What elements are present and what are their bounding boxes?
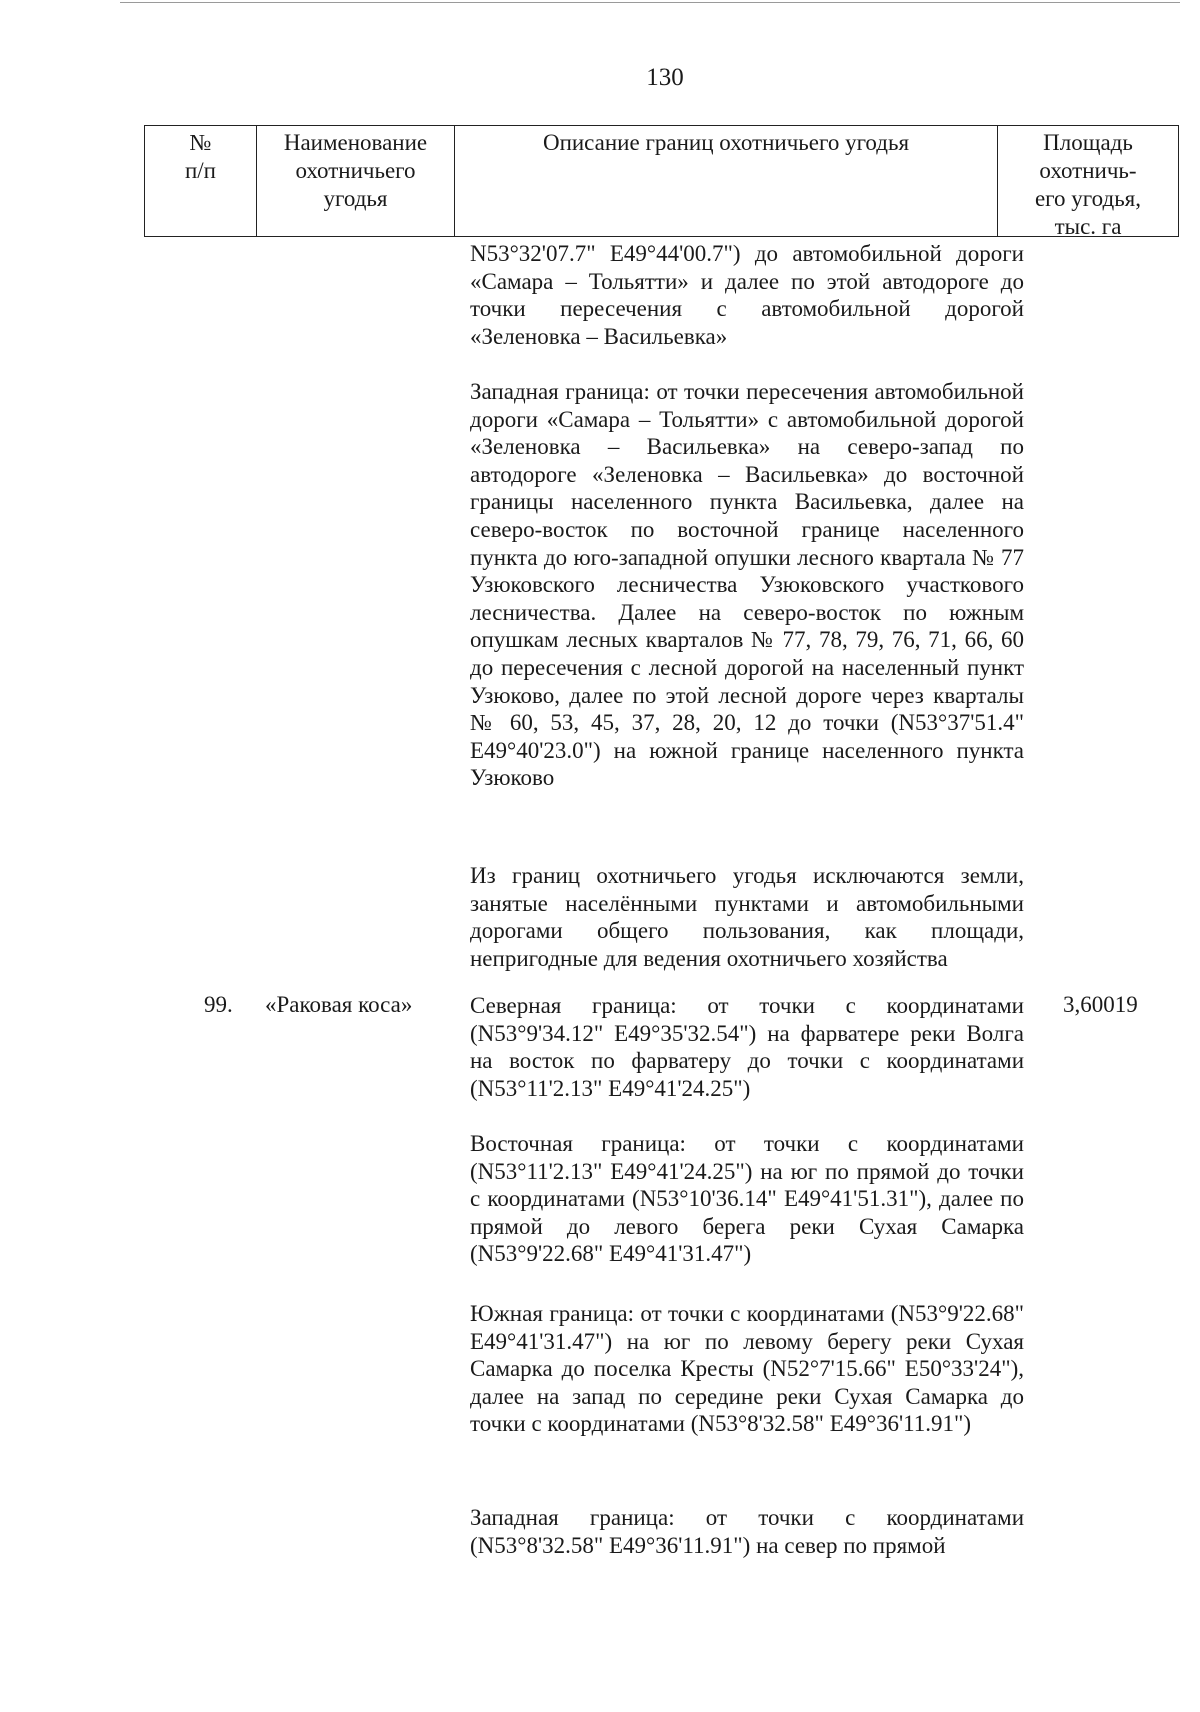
scan-edge-line bbox=[120, 2, 1180, 3]
header-col-name: Наименование охотничьего угодья bbox=[257, 126, 455, 236]
south-boundary-paragraph: Южная граница: от точки с координатами (N53°9'22.68" E49°41'31.47") на юг по левому берегу реки Сухая Самарка до поселка Кресты (N52°7'15.66" E50°33'24"), далее на запад по середине реки Сухая Самарка до точки с координатами (N53°8'32.58" E49°36'11.91") bbox=[470, 1301, 1024, 1437]
table-header bbox=[144, 125, 1179, 237]
west-boundary-99-paragraph: Западная граница: от точки с координатами (N53°8'32.58" E49°36'11.91") на север по прямой bbox=[470, 1505, 1024, 1558]
entry-name: «Раковая коса» bbox=[265, 992, 413, 1017]
page-number: 130 bbox=[646, 64, 684, 91]
entry-area: 3,60019 bbox=[1063, 992, 1138, 1017]
west-boundary-paragraph: Западная граница: от точки пересечения автомобильной дороги «Самара – Тольятти» с автомобильной дорогой «Зеленовка – Васильевка» на северо-запад по автодороге «Зеленовка – Васильевка» до восточной границы населенного пункта Васильевка, далее на северо-восток по восточной границе населенного пункта до юго-западной опушки лесного квартала № 77 Узюковского лесничества Узюковского участкового лесничества. Далее на северо-восток по южным опушкам лесных кварталов № 77, 78, 79, 76, 71, 66, 60 до пересечения с лесной дорогой на населенный пункт Узюково, далее по этой лесной дороге через кварталы № 60, 53, 45, 37, 28, 20, 12 до точки (N53°37'51.4" E49°40'23.0") на южной границе населенного пункта Узюково bbox=[470, 379, 1024, 791]
north-boundary-paragraph: Северная граница: от точки с координатами (N53°9'34.12" E49°35'32.54") на фарватере реки Волга на восток по фарватеру до точки с координатами (N53°11'2.13" E49°41'24.25") bbox=[470, 993, 1024, 1101]
header-col-description: Описание границ охотничьего угодья bbox=[455, 126, 998, 236]
exclusion-paragraph: Из границ охотничьего угодья исключаются земли, занятые населёнными пунктами и автомобильными дорогами общего пользования, как площади, непригодные для ведения охотничьего хозяйства bbox=[470, 863, 1024, 971]
header-col-number: № п/п bbox=[145, 126, 257, 236]
east-boundary-paragraph: Восточная граница: от точки с координатами (N53°11'2.13" E49°41'24.25") на юг по прямой до точки с координатами (N53°10'36.14" E49°41'51.31"), далее по прямой до левого берега реки Сухая Самарка (N53°9'22.68" E49°41'31.47") bbox=[470, 1131, 1024, 1267]
header-col-area: Площадь охотничь- его угодья, тыс. га bbox=[1034, 130, 1142, 239]
continuation-paragraph: N53°32'07.7" E49°44'00.7") до автомобильной дороги «Самара – Тольятти» и далее по этой автодороге до точки пересечения с автомобильной дорогой «Зеленовка – Васильевка» bbox=[470, 241, 1024, 349]
entry-number: 99. bbox=[204, 992, 233, 1017]
